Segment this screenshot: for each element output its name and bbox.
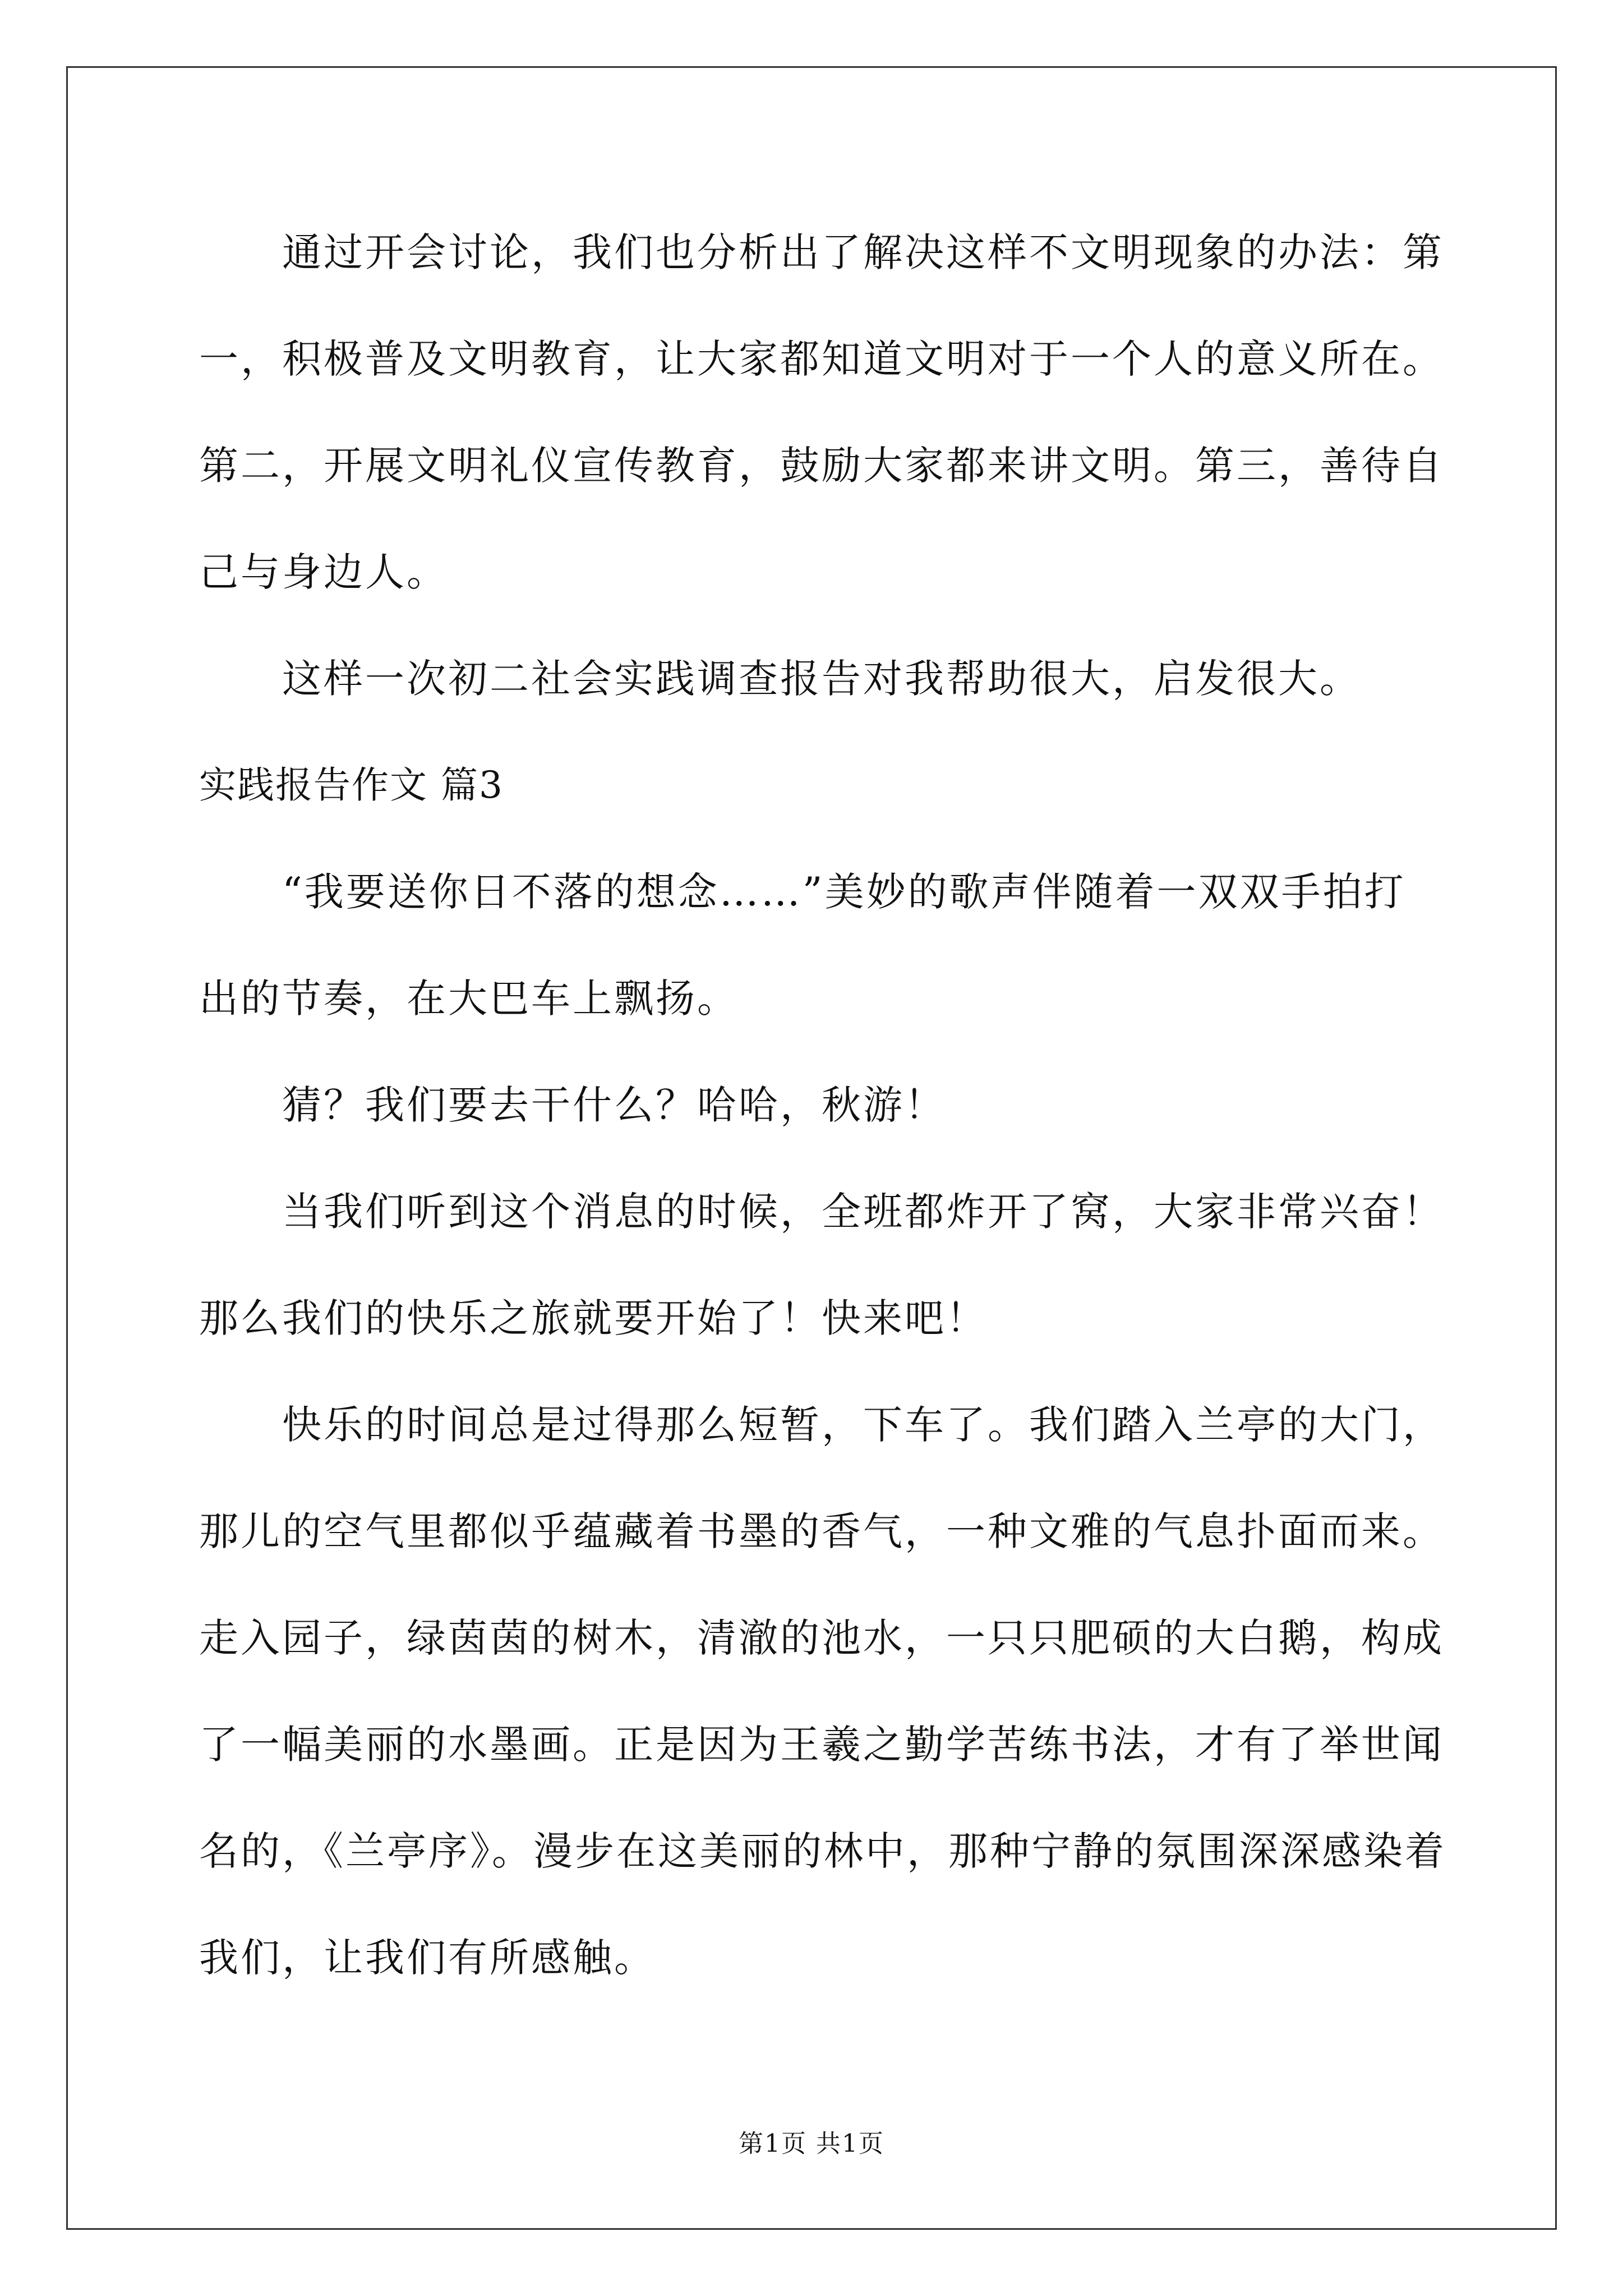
paragraph-line: 那么我们的快乐之旅就要开始了！快来吧！: [199, 1295, 988, 1341]
paragraph-line: 一，积极普及文明教育，让大家都知道文明对于一个人的意义所在。: [199, 336, 1444, 382]
paragraph-line: 出的节奏，在大巴车上飘扬。: [199, 976, 739, 1022]
paragraph-line: 己与身边人。: [199, 549, 448, 595]
paragraph-line: 猜？我们要去干什么？哈哈，秋游！: [282, 1082, 946, 1128]
paragraph-line: 这样一次初二社会实践调查报告对我帮助很大，启发很大。: [282, 656, 1361, 702]
section-heading: 实践报告作文 篇3: [199, 763, 504, 807]
page-border: [66, 66, 1557, 2230]
paragraph-line: 名的，《兰亭序》。漫步在这美丽的林中，那种宁静的氛围深深感染着: [199, 1828, 1446, 1874]
paragraph-line: “我要送你日不落的想念……”美妙的歌声伴随着一双双手拍打: [282, 869, 1406, 915]
paragraph-line: 我们，让我们有所感触。: [199, 1935, 656, 1981]
paragraph-line: 走入园子，绿茵茵的树木，清澈的池水，一只只肥硕的大白鹅，构成: [199, 1615, 1444, 1661]
paragraph-line: 快乐的时间总是过得那么短暂，下车了。我们踏入兰亭的大门，: [282, 1402, 1444, 1448]
paragraph-line: 那儿的空气里都似乎蕴藏着书墨的香气，一种文雅的气息扑面而来。: [199, 1508, 1444, 1554]
paragraph-line: 了一幅美丽的水墨画。正是因为王羲之勤学苦练书法，才有了举世闻: [199, 1722, 1444, 1768]
page-number-footer: 第1页 共1页: [739, 2129, 884, 2158]
paragraph-line: 第二，开展文明礼仪宣传教育，鼓励大家都来讲文明。第三，善待自: [199, 443, 1444, 489]
paragraph-line: 通过开会讨论，我们也分析出了解决这样不文明现象的办法：第: [282, 229, 1444, 275]
paragraph-line: 当我们听到这个消息的时候，全班都炸开了窝，大家非常兴奋！: [282, 1189, 1444, 1235]
